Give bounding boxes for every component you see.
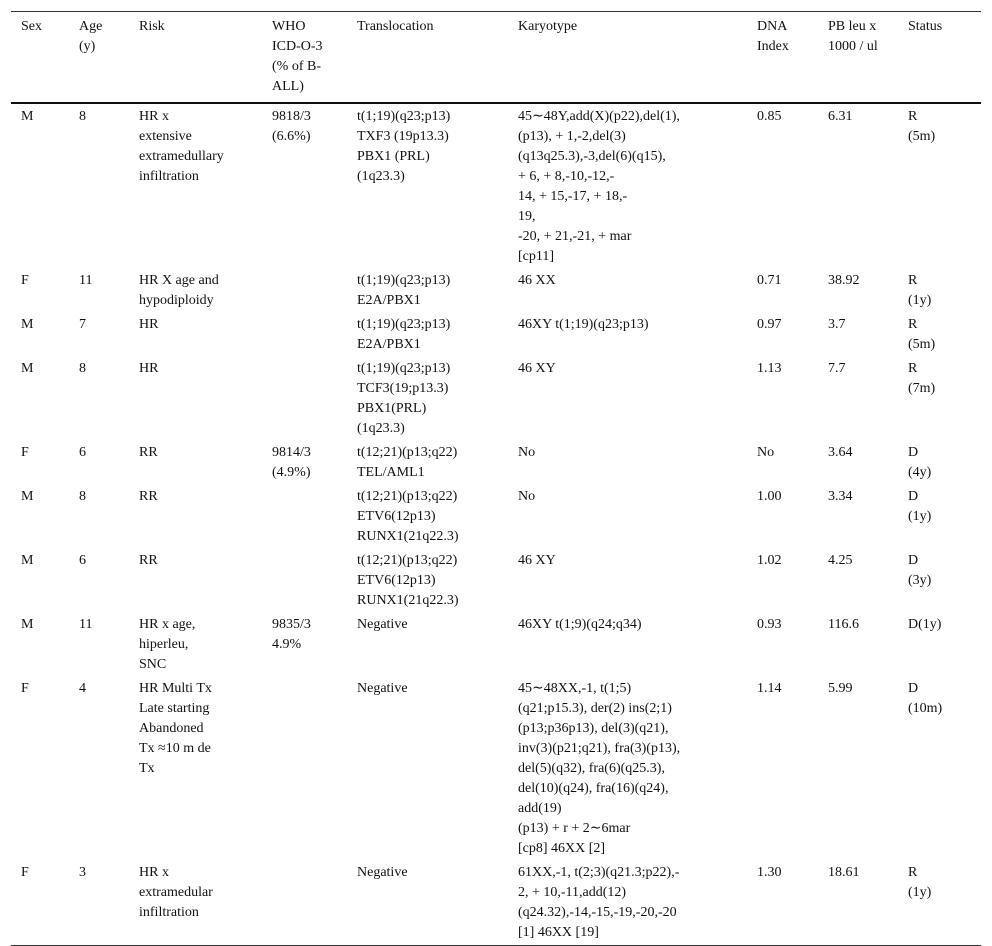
cell-karyotype: 61XX,-1, t(2;3)(q21.3;p22),- 2, + 10,-11,add(12) (q24.32),-14,-15,-19,-20,-20 [1] 46XX [19] — [508, 861, 747, 946]
cell-dna-index: 0.85 — [757, 109, 782, 124]
cell-age: 11 — [79, 617, 93, 632]
cell-sex: M — [21, 109, 34, 124]
cell-pb-leu: 116.6 — [828, 617, 859, 632]
cell-dna-index: 1.02 — [757, 553, 782, 568]
table-container — [11, 11, 981, 946]
cell-karyotype: No — [518, 445, 536, 460]
table-row — [11, 357, 981, 441]
cell-risk: HR x extensive extramedullary infiltration — [139, 109, 224, 184]
header-sex: Sex — [11, 12, 69, 104]
cell-risk: HR Multi Tx Late starting Abandoned Tx ≈10 m de Tx — [139, 681, 212, 776]
cell-karyotype: 46 XY — [518, 553, 556, 568]
cell-sex: F — [21, 681, 29, 696]
cell-dna-index: 1.00 — [757, 489, 782, 504]
cell-translocation: Negative — [347, 861, 508, 946]
cell-age: 6 — [79, 553, 86, 568]
cell-karyotype: 45∼48Y,add(X)(p22),del(1), (p13), + 1,-2,del(3) (q13q25.3),-3,del(6)(q15), + 6, + 8,-10,-12,- 14, + 15,-17, + 18,- 19, -20, + 21,-21, + mar [cp11] — [518, 109, 680, 264]
cell-dna-index: No — [757, 445, 775, 460]
cell-sex: M — [21, 317, 34, 332]
cell-dna-index: 0.93 — [757, 617, 782, 632]
table-row — [11, 613, 981, 677]
cell-age: 3 — [69, 861, 129, 946]
cell-translocation: t(12;21)(p13;q22) ETV6(12p13) RUNX1(21q22.3) — [357, 553, 459, 608]
cell-who — [262, 485, 347, 549]
cell-karyotype: 45∼48XX,-1, t(1;5) (q21;p15.3), der(2) ins(2;1) (p13;p36p13), del(3)(q21), inv(3)(p21;q21), fra(3)(p13), del(5)(q32), fra(6)(q25.3), del(10)(q24), fra(16)(q24), add(19) (p13) + r + 2∼6mar [cp8] 46XX [2] — [518, 681, 681, 856]
cell-pb-leu: 7.7 — [828, 361, 846, 376]
cell-pb-leu: 18.61 — [818, 861, 898, 946]
table-row — [11, 485, 981, 549]
cell-sex: F — [21, 445, 29, 460]
cell-sex: M — [21, 361, 34, 376]
header-karyotype: Karyotype — [508, 12, 747, 104]
cell-status: R (5m) — [908, 109, 936, 144]
cell-dna-index: 1.14 — [757, 681, 782, 696]
cell-who: 9835/3 4.9% — [272, 617, 311, 652]
header-risk: Risk — [129, 12, 262, 104]
cell-status: R (1y) — [898, 861, 981, 946]
cell-translocation: t(12;21)(p13;q22) ETV6(12p13) RUNX1(21q22.3) — [357, 489, 459, 544]
cell-translocation: t(1;19)(q23;p13) E2A/PBX1 — [357, 273, 451, 308]
table-row — [11, 103, 981, 269]
table-row — [11, 269, 981, 313]
cell-who: 9814/3 (4.9%) — [272, 445, 311, 480]
cell-who — [262, 549, 347, 613]
header-translocation: Translocation — [347, 12, 508, 104]
cell-risk: HR X age and hypodiploidy — [139, 273, 219, 308]
cell-age: 6 — [79, 445, 86, 460]
cell-status: D(1y) — [908, 617, 942, 632]
cell-dna-index: 0.97 — [757, 317, 782, 332]
cell-status: R (1y) — [908, 273, 932, 308]
cell-age: 8 — [79, 361, 86, 376]
cell-who: 9818/3 (6.6%) — [272, 109, 311, 144]
cell-who — [262, 269, 347, 313]
cell-who — [262, 677, 347, 861]
table-row — [11, 677, 981, 861]
header-pb-leu: PB leu x 1000 / ul — [818, 12, 898, 104]
table-row — [11, 549, 981, 613]
cell-translocation: t(1;19)(q23;p13) E2A/PBX1 — [357, 317, 451, 352]
cell-risk: RR — [139, 445, 158, 460]
cell-sex: F — [11, 861, 69, 946]
cell-who — [262, 313, 347, 357]
cell-translocation: t(12;21)(p13;q22) TEL/AML1 — [357, 445, 458, 480]
header-who: WHO ICD-O-3 (% of B- ALL) — [262, 12, 347, 104]
cell-risk: RR — [139, 489, 158, 504]
cell-pb-leu: 3.34 — [828, 489, 853, 504]
cell-risk: HR x extramedular infiltration — [129, 861, 262, 946]
cell-dna-index: 1.30 — [747, 861, 818, 946]
cell-pb-leu: 6.31 — [828, 109, 853, 124]
cell-age: 8 — [79, 109, 86, 124]
cell-age: 7 — [79, 317, 86, 332]
table-row — [11, 313, 981, 357]
cell-translocation: Negative — [357, 681, 408, 696]
cell-dna-index: 0.71 — [757, 273, 782, 288]
cell-status: D (1y) — [908, 489, 932, 524]
cell-age: 8 — [79, 489, 86, 504]
cell-status: D (4y) — [908, 445, 932, 480]
cell-pb-leu: 3.7 — [828, 317, 846, 332]
cell-sex: M — [21, 489, 34, 504]
cell-pb-leu: 4.25 — [828, 553, 853, 568]
cell-status: D (3y) — [908, 553, 932, 588]
cell-status: D (10m) — [908, 681, 943, 716]
header-age: Age (y) — [69, 12, 129, 104]
cell-translocation: Negative — [357, 617, 408, 632]
cell-risk: HR — [139, 361, 159, 376]
table-row — [11, 861, 981, 946]
cell-risk: RR — [139, 553, 158, 568]
cell-status: R (5m) — [908, 317, 936, 352]
cell-risk: HR x age, hiperleu, SNC — [139, 617, 196, 672]
cell-translocation: t(1;19)(q23;p13) TCF3(19;p13.3) PBX1(PRL) (1q23.3) — [357, 361, 451, 436]
header-dna-index: DNA Index — [747, 12, 818, 104]
cell-age: 11 — [79, 273, 93, 288]
cell-pb-leu: 5.99 — [828, 681, 853, 696]
cell-karyotype: 46 XY — [518, 361, 556, 376]
cell-status: R (7m) — [908, 361, 936, 396]
cell-karyotype: No — [518, 489, 536, 504]
cell-who — [262, 357, 347, 441]
cell-dna-index: 1.13 — [757, 361, 782, 376]
cell-karyotype: 46XY t(1;9)(q24;q34) — [518, 617, 642, 632]
data-table — [11, 11, 981, 946]
header-row — [11, 12, 981, 104]
cell-pb-leu: 38.92 — [828, 273, 860, 288]
cell-who — [262, 861, 347, 946]
cell-sex: F — [21, 273, 29, 288]
cell-age: 4 — [79, 681, 86, 696]
cell-karyotype: 46XY t(1;19)(q23;p13) — [518, 317, 649, 332]
cell-translocation: t(1;19)(q23;p13) TXF3 (19p13.3) PBX1 (PRL) (1q23.3) — [357, 109, 451, 184]
cell-karyotype: 46 XX — [518, 273, 556, 288]
cell-pb-leu: 3.64 — [828, 445, 853, 460]
cell-sex: M — [21, 617, 34, 632]
header-status: Status — [898, 12, 981, 104]
table-row — [11, 441, 981, 485]
cell-risk: HR — [139, 317, 159, 332]
cell-sex: M — [21, 553, 34, 568]
